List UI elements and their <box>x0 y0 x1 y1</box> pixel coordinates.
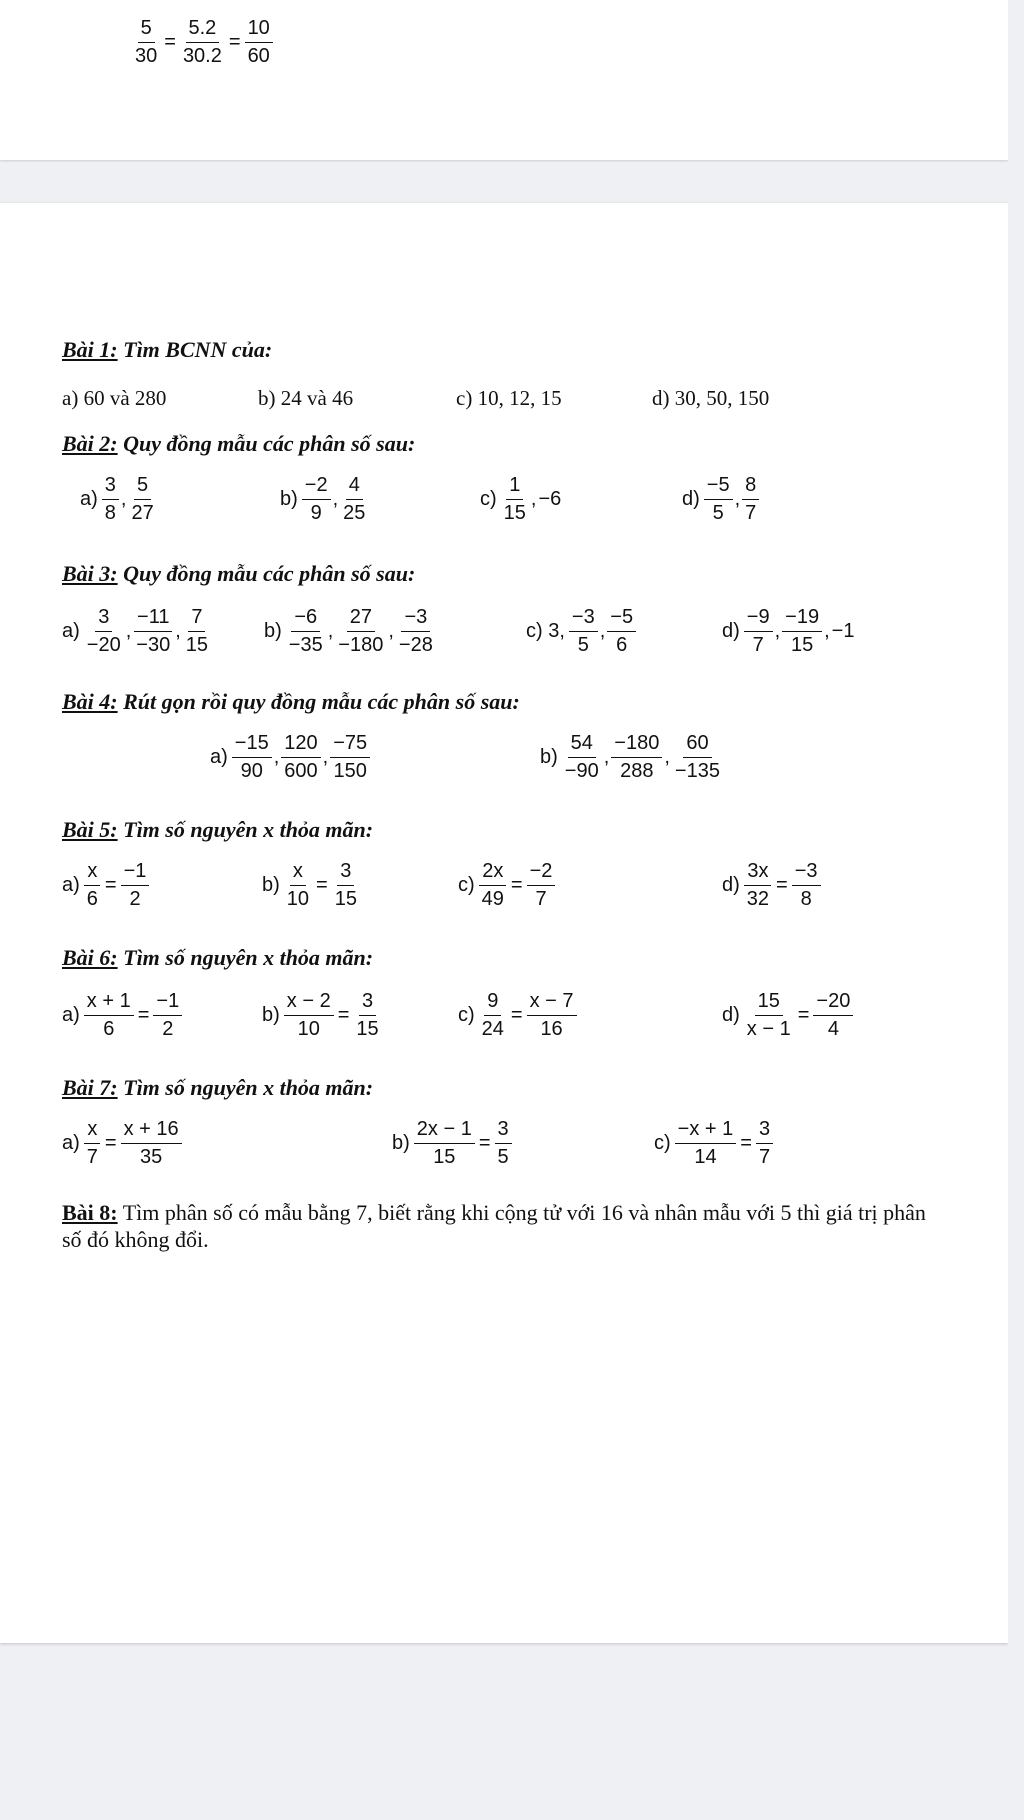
exercise-1-item-b: b) 24 và 46 <box>258 386 354 410</box>
exercise-5-item-c: c) $\frac{2x}{49}$ = $\frac{-2}{7}$ <box>458 859 557 911</box>
exercise-6-heading: Bài 6: Tìm số nguyên x thỏa mãn: <box>62 945 374 970</box>
exercise-7-item-b: b) $\frac{2x - 1}{15}$ = $\frac{3}{5}$ <box>392 1117 514 1169</box>
exercise-3-item-c: c) 3, −3 5 , −5 6 <box>526 605 638 657</box>
exercise-8-text: Bài 8: Tìm phân số có mẫu bằng 7, biết rằng khi cộng tử với 16 và nhân mẫu với 5 thì giá trị phân số đó không đổi. <box>62 1200 926 1252</box>
exercise-6-item-c: c) $\frac{9}{24}$ = $\frac{x - 7}{16}$ <box>458 989 579 1041</box>
exercise-6-item-a: a) $\frac{x + 1}{6}$ = $\frac{-1}{2}$ <box>62 989 184 1041</box>
exercise-7-heading: Bài 7: Tìm số nguyên x thỏa mãn: <box>62 1075 374 1100</box>
fraction: $\frac{10}{60}$ <box>245 16 273 68</box>
fraction: $\frac{5}{30}$ <box>135 17 158 67</box>
exercise-2-heading: Bài 2: Quy đồng mẫu các phân số sau: <box>62 431 416 456</box>
scrollbar-track[interactable] <box>1008 0 1024 1820</box>
exercise-5-item-d: d) $\frac{3x}{32}$ = $\frac{-3}{8}$ <box>722 859 823 911</box>
document-page-1 <box>0 0 1008 160</box>
exercise-5-item-b: b) $\frac{x}{10}$ = $\frac{3}{15}$ <box>262 860 357 910</box>
exercise-3-item-d: d) −9 7 , −19 15 , −1 <box>722 606 855 656</box>
exercise-2-item-d: d) −5 5 , 8 7 <box>682 473 761 525</box>
exercise-1-item-d: d) 30, 50, 150 <box>652 386 770 410</box>
exercise-5-item-a: a) $\frac{x}{6}$ = $\frac{-1}{2}$ <box>62 859 151 911</box>
exercise-3-item-a: a) 3 −20 , −11 −30 , 7 15 <box>62 606 209 656</box>
exercise-3-item-b: b) −6 −35 , 27 −180 , −3 −28 <box>264 606 433 656</box>
exercise-1-item-a: a) 60 và 280 <box>62 386 167 410</box>
exercise-7-item-a: a) $\frac{x}{7}$ = $\frac{x + 16}{35}$ <box>62 1117 184 1169</box>
exercise-5-heading: Bài 5: Tìm số nguyên x thỏa mãn: <box>62 817 374 842</box>
exercise-1-item-c: c) 10, 12, 15 <box>456 386 562 410</box>
exercise-2-item-a: a) 3 8 , 5 27 <box>80 474 154 524</box>
exercise-4-item-b: b) 54 −90 , −180 288 , 60 −135 <box>540 732 720 782</box>
exercise-3-heading: Bài 3: Quy đồng mẫu các phân số sau: <box>62 561 416 586</box>
exercise-7-item-c: c) $\frac{-x + 1}{14}$ = $\frac{3}{7}$ <box>654 1117 775 1169</box>
exercise-4-heading: Bài 4: Rút gọn rồi quy đồng mẫu các phân số sau: <box>62 689 520 714</box>
exercise-6-item-b: b) $\frac{x - 2}{10}$ = $\frac{3}{15}$ <box>262 990 379 1040</box>
exercise-4-item-a: a) −15 90 , 120 600 , −75 150 <box>210 731 372 783</box>
exercise-6-item-d: d) $\frac{15}{x - 1}$ = $\frac{-20}{4}$ <box>722 989 855 1041</box>
exercise-2-item-c: c) 1 15 , −6 <box>480 474 562 524</box>
exercise-2-item-b: b) −2 9 , 4 25 <box>280 474 366 524</box>
fraction: $\frac{5.2}{30.2}$ <box>182 17 222 67</box>
document-page-2 <box>0 203 1008 1643</box>
exercise-1-heading: Bài 1: Tìm BCNN của: <box>62 337 273 362</box>
top-equation: $\frac{5}{30}$ = $\frac{5.2}{30.2}$ = $\frac{10}{60}$ <box>130 16 275 68</box>
